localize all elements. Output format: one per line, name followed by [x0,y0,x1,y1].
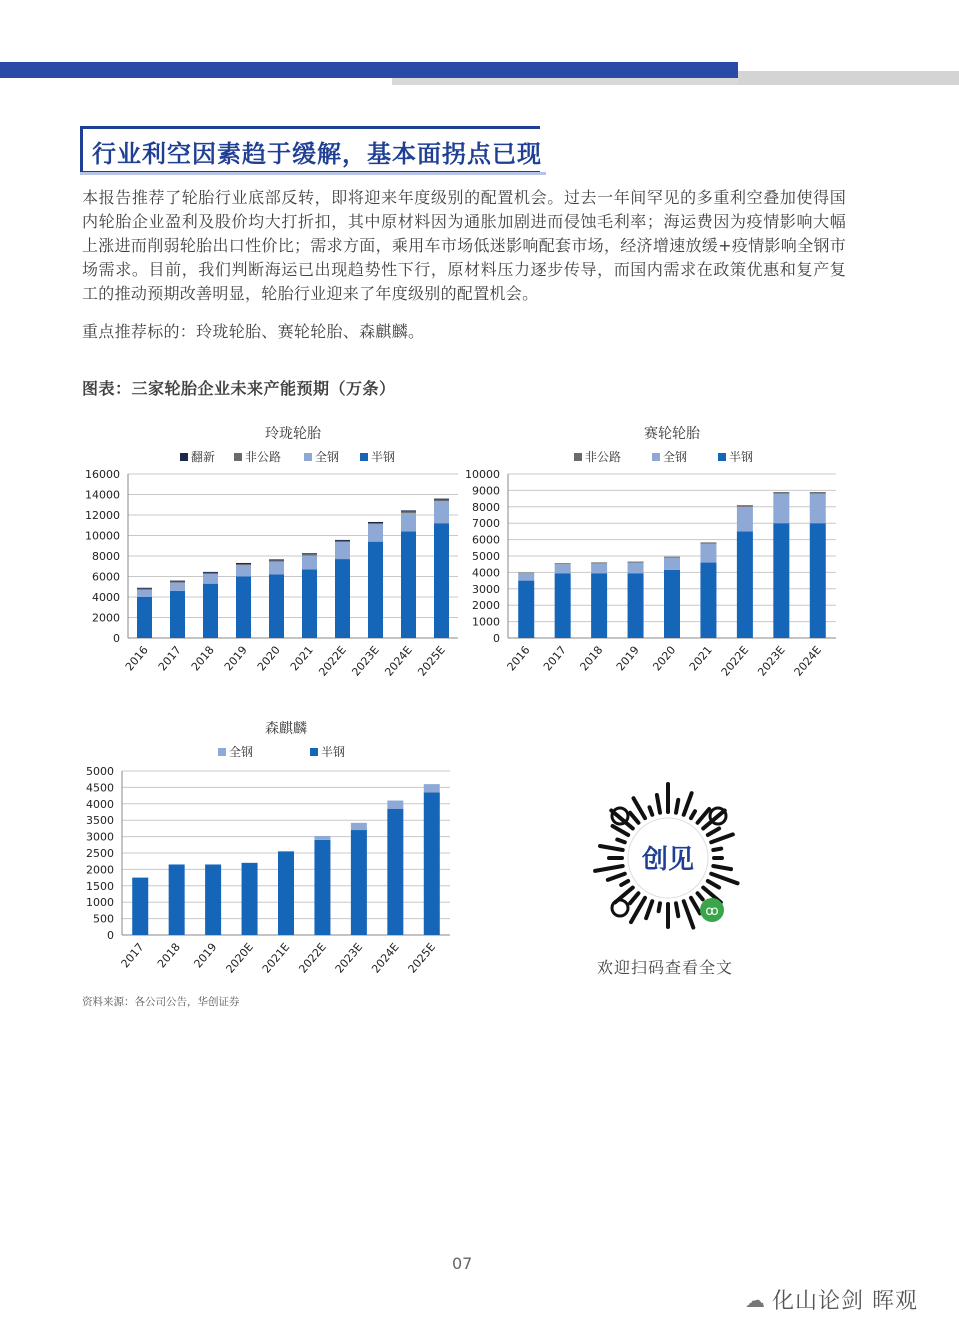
legend-swatch [234,453,242,461]
svg-text:ꝏ: ꝏ [705,904,719,919]
bar-segment [664,557,680,558]
bar-segment [387,809,403,935]
x-tick-label: 2022E [718,643,752,679]
bar-segment [137,588,152,589]
section-heading: 行业利空因素趋于缓解，基本面拐点已现 [92,140,542,168]
watermark [745,1284,918,1315]
bar-segment [737,531,753,638]
x-tick-label: 2022E [296,940,329,976]
bar-segment [401,511,416,513]
x-tick-label: 2024E [791,643,825,679]
legend-swatch [718,453,726,461]
y-tick-label: 2000 [92,611,120,625]
x-tick-label: 2016 [504,643,533,674]
y-tick-label: 2000 [472,599,500,613]
figure-title: 图表：三家轮胎企业未来产能预期（万条） [82,379,396,398]
bar-segment [810,494,826,524]
legend-label: 半钢 [729,450,754,464]
bar-segment [205,864,221,935]
bar-segment [137,589,152,590]
y-tick-label: 7000 [472,517,500,531]
bar-segment [555,573,571,638]
bar-segment [269,560,284,561]
bar-segment [628,563,644,574]
bar-segment [773,523,789,638]
page-number: 07 [452,1254,473,1273]
bar-segment [236,563,251,564]
x-tick-label: 2018 [188,643,217,674]
bar-segment [591,562,607,563]
x-tick-label: 2019 [613,643,642,674]
y-tick-label: 5000 [86,765,114,778]
legend-swatch [304,453,312,461]
x-tick-label: 2017 [118,940,147,971]
legend-label: 翻新 [191,450,216,464]
y-tick-label: 4500 [86,781,114,795]
bar-segment [236,577,251,639]
x-tick-label: 2024E [382,643,415,679]
x-tick-label: 2025E [405,940,439,976]
x-tick-label: 2025E [415,643,448,679]
x-tick-label: 2018 [155,940,183,971]
bar-segment [203,584,218,638]
x-tick-label: 2019 [191,940,220,971]
bar-segment [314,836,330,840]
header-bar-gray [738,71,959,85]
chart-title: 森麒麟 [265,721,307,737]
x-tick-label: 2021 [287,643,316,674]
x-tick-label: 2022E [316,643,349,679]
x-tick-label: 2020 [650,643,679,674]
y-tick-label: 0 [493,632,500,645]
legend-swatch [574,453,582,461]
section-heading-underline [80,172,546,175]
x-tick-label: 2023E [755,643,788,679]
bar-segment [170,582,185,583]
y-tick-label: 14000 [85,488,120,502]
bar-segment [591,563,607,573]
bar-segment [302,554,317,555]
bar-segment [368,522,383,523]
bar-segment [302,553,317,554]
x-tick-label: 2020E [223,940,256,976]
watermark-text: 化山论剑 晖观 [772,1289,918,1314]
recommendation-paragraph: 重点推荐标的：玲珑轮胎、赛轮轮胎、森麒麟。 [82,322,425,341]
legend-label: 半钢 [371,450,396,464]
bar-segment [773,494,789,524]
bar-segment [434,499,449,500]
bar-segment [335,541,350,542]
bar-segment [170,581,185,582]
y-tick-label: 5000 [472,550,500,563]
bar-segment [170,591,185,638]
legend-label: 半钢 [321,745,346,759]
bar-segment [737,507,753,532]
wechat-icon: ☁ [745,1287,766,1312]
bar-segment [628,573,644,638]
y-tick-label: 4000 [86,797,114,811]
bar-segment [434,500,449,502]
bar-segment [278,851,294,935]
y-tick-label: 1000 [472,615,500,629]
legend-swatch [360,453,368,461]
bar-segment [137,590,152,597]
bar-segment [351,823,367,830]
x-tick-label: 2020 [254,643,283,674]
y-tick-label: 0 [107,929,114,942]
bar-segment [555,563,571,564]
bar-segment [302,569,317,638]
y-tick-label: 2000 [86,863,114,877]
y-tick-label: 6000 [92,570,120,584]
bar-segment [591,573,607,638]
bar-segment [335,542,350,559]
bar-segment [335,559,350,638]
bar-segment [203,573,218,574]
x-tick-label: 2016 [122,643,151,674]
x-tick-label: 2017 [155,643,184,674]
x-tick-label: 2021 [686,643,715,674]
bar-segment [555,564,571,573]
bar-segment [401,531,416,638]
y-tick-label: 10000 [85,529,120,543]
x-tick-label: 2023E [332,940,366,976]
y-tick-label: 500 [93,912,114,926]
bar-segment [810,492,826,494]
legend-swatch [180,453,188,461]
bar-segment [664,558,680,570]
bar-segment [434,523,449,638]
bar-segment [424,792,440,935]
bar-segment [351,830,367,935]
legend-label: 非公路 [585,450,622,464]
y-tick-label: 1000 [86,896,114,910]
bar-segment [401,513,416,531]
y-tick-label: 16000 [85,468,120,481]
x-tick-label: 2024E [369,940,402,976]
y-tick-label: 4000 [472,566,500,580]
bar-segment [203,572,218,573]
chart-sailun [460,420,850,690]
figure-source: 资料来源：各公司公告，华创证券 [82,996,240,1008]
y-tick-label: 3000 [86,830,114,844]
bar-segment [137,597,152,638]
bar-segment [368,542,383,638]
bar-segment [518,573,534,580]
bar-segment [700,563,716,638]
bar-segment [773,492,789,494]
bar-segment [169,864,185,935]
legend-label: 非公路 [245,450,282,464]
bar-segment [518,573,534,574]
qr-code[interactable] [590,780,746,936]
y-tick-label: 6000 [472,533,500,547]
bar-segment [401,510,416,511]
bar-segment [236,564,251,565]
y-tick-label: 1500 [86,879,114,893]
y-tick-label: 8000 [92,550,120,563]
bar-segment [269,559,284,560]
y-tick-label: 3000 [472,582,500,596]
legend-label: 全钢 [229,745,254,759]
bar-segment [236,565,251,576]
bar-segment [737,505,753,507]
legend-swatch [218,748,226,756]
bar-segment [424,784,440,792]
bar-segment [170,583,185,591]
bar-segment [368,524,383,541]
bar-segment [335,540,350,541]
y-tick-label: 8000 [472,500,500,514]
qr-code-graphic [590,780,746,936]
chart-title: 赛轮轮胎 [644,426,700,442]
y-tick-label: 12000 [85,509,120,522]
bar-segment [700,542,716,543]
qr-caption: 欢迎扫码查看全文 [597,958,734,977]
bar-segment [132,878,148,935]
bar-segment [664,570,680,638]
bar-segment [434,501,449,523]
legend-label: 全钢 [663,450,688,464]
x-tick-label: 2018 [577,643,606,674]
bar-segment [810,523,826,638]
y-tick-label: 9000 [472,484,500,498]
x-tick-label: 2023E [349,643,382,679]
bar-segment [242,863,258,935]
bar-segment [700,544,716,563]
y-tick-label: 3500 [86,814,114,828]
bar-segment [302,555,317,569]
legend-swatch [652,453,660,461]
body-paragraph: 本报告推荐了轮胎行业底部反转，即将迎来年度级别的配置机会。过去一年间罕见的多重利空叠加使得国内轮胎企业盈利及股价均大打折扣，其中原材料因为通胀加剧进而侵蚀毛利率；海运费因为疫情影响大幅上涨进而削弱轮胎出口性价比；需求方面，乘用车市场低迷影响配套市场，经济增速放缓+疫情影响全钢市场需求。目前，我们判断海运已出现趋势性下行，原材料压力逐步传导，而国内需求在政策优惠和复产复工的推动预期改善明显，轮胎行业迎来了年度级别的配置机会。 [82,188,846,303]
y-tick-label: 2500 [86,847,114,860]
svg-text:创见: 创见 [641,845,695,875]
bar-segment [628,562,644,563]
bar-segment [269,562,284,575]
x-tick-label: 2019 [221,643,250,674]
header-bar-blue [0,62,738,78]
bar-segment [269,574,284,638]
y-tick-label: 10000 [465,468,500,481]
y-tick-label: 4000 [92,591,120,604]
bar-segment [203,574,218,584]
chart-title: 玲珑轮胎 [265,426,321,442]
x-tick-label: 2021E [259,940,293,976]
bar-segment [314,840,330,935]
chart-senqilin [70,715,460,985]
chart-linglong [70,420,470,690]
legend-label: 全钢 [315,450,340,464]
x-tick-label: 2017 [541,643,569,674]
bar-segment [387,801,403,809]
bar-segment [368,523,383,524]
y-tick-label: 0 [113,632,120,645]
legend-swatch [310,748,318,756]
bar-segment [518,581,534,638]
